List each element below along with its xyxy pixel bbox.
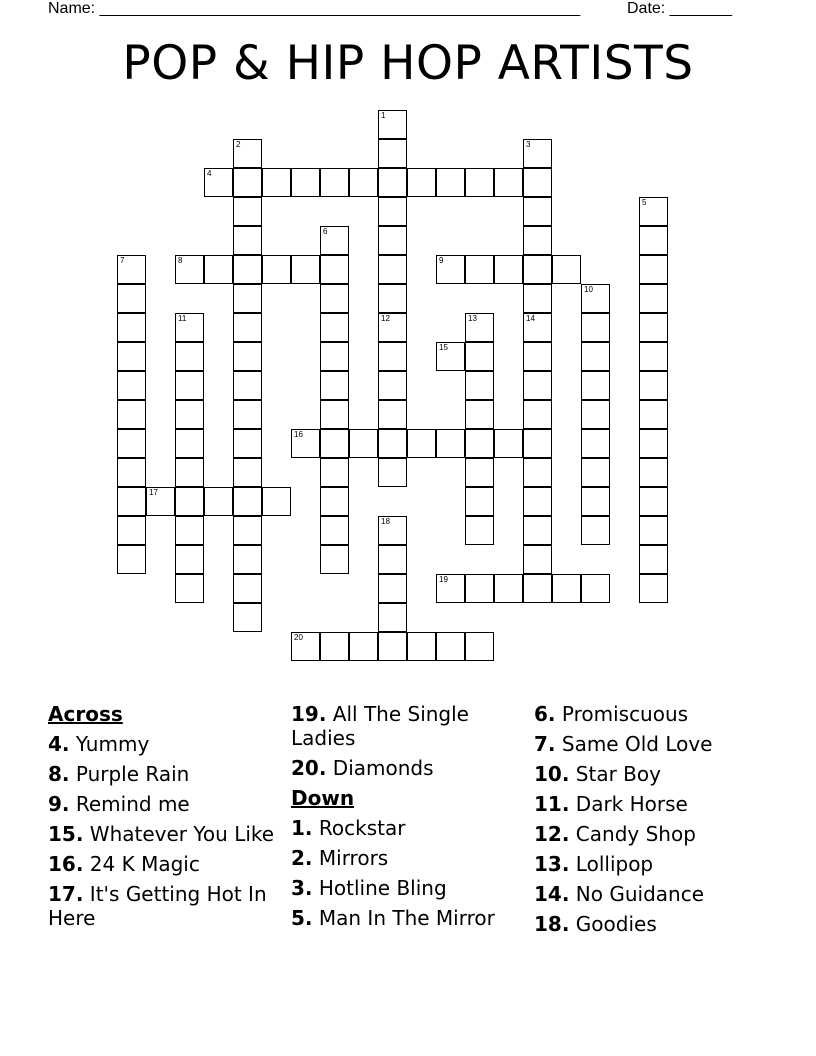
clue-number: 20. [291, 756, 327, 780]
cell-number: 2 [236, 140, 241, 149]
grid-cell[interactable] [378, 139, 407, 168]
grid-cell[interactable] [581, 458, 610, 487]
grid-cell[interactable] [639, 574, 668, 603]
cell-number: 4 [207, 169, 212, 178]
clue-text: Purple Rain [75, 762, 190, 786]
grid-cell[interactable] [523, 226, 552, 255]
grid-cell[interactable] [117, 371, 146, 400]
clue-number: 10. [534, 762, 570, 786]
grid-cell[interactable] [465, 255, 494, 284]
grid-cell[interactable] [523, 574, 552, 603]
grid-cell[interactable] [378, 429, 407, 458]
clue-number: 17. [48, 882, 84, 906]
grid-cell[interactable] [378, 168, 407, 197]
grid-cell[interactable] [378, 197, 407, 226]
clue-down-7 [534, 732, 762, 756]
grid-cell[interactable] [117, 255, 146, 284]
grid-cell[interactable] [320, 400, 349, 429]
grid-cell[interactable] [233, 603, 262, 632]
grid-cell[interactable] [320, 429, 349, 458]
grid-cell[interactable] [233, 545, 262, 574]
grid-cell[interactable] [523, 197, 552, 226]
grid-cell[interactable] [407, 429, 436, 458]
grid-cell[interactable] [494, 574, 523, 603]
grid-cell[interactable] [465, 168, 494, 197]
clue-across-8 [48, 762, 276, 786]
clue-down-18 [534, 912, 762, 936]
grid-cell[interactable] [320, 487, 349, 516]
grid-cell[interactable] [320, 458, 349, 487]
grid-cell[interactable] [581, 516, 610, 545]
clue-text: It's Getting Hot In Here [48, 882, 267, 930]
grid-cell[interactable] [378, 516, 407, 545]
grid-cell[interactable] [465, 632, 494, 661]
clue-down-1 [291, 816, 519, 840]
grid-cell[interactable] [465, 342, 494, 371]
clue-number: 11. [534, 792, 570, 816]
clue-text: Lollipop [575, 852, 654, 876]
grid-cell[interactable] [320, 284, 349, 313]
grid-cell[interactable] [494, 429, 523, 458]
grid-cell[interactable] [320, 226, 349, 255]
clue-across-17 [48, 882, 276, 930]
grid-cell[interactable] [175, 487, 204, 516]
grid-cell[interactable] [494, 255, 523, 284]
grid-cell[interactable] [407, 632, 436, 661]
grid-cell[interactable] [523, 255, 552, 284]
grid-cell[interactable] [639, 371, 668, 400]
clue-number: 4. [48, 732, 70, 756]
grid-cell[interactable] [552, 255, 581, 284]
grid-cell[interactable] [291, 255, 320, 284]
grid-cell[interactable] [465, 371, 494, 400]
grid-cell[interactable] [552, 574, 581, 603]
grid-cell[interactable] [320, 632, 349, 661]
cell-number: 6 [323, 227, 328, 236]
grid-cell[interactable] [233, 516, 262, 545]
grid-cell[interactable] [204, 255, 233, 284]
clue-down-11 [534, 792, 762, 816]
clue-number: 15. [48, 822, 84, 846]
grid-cell[interactable] [436, 429, 465, 458]
grid-cell[interactable] [639, 226, 668, 255]
clue-column-3 [534, 702, 762, 942]
cell-number: 12 [381, 314, 390, 323]
grid-cell[interactable] [175, 516, 204, 545]
grid-cell[interactable] [639, 342, 668, 371]
clue-down-12 [534, 822, 762, 846]
grid-cell[interactable] [146, 487, 175, 516]
clue-text: Rockstar [318, 816, 406, 840]
grid-cell[interactable] [233, 458, 262, 487]
grid-cell[interactable] [117, 284, 146, 313]
cell-number: 11 [178, 314, 187, 323]
grid-cell[interactable] [175, 313, 204, 342]
grid-cell[interactable] [175, 371, 204, 400]
grid-cell[interactable] [262, 255, 291, 284]
grid-cell[interactable] [436, 255, 465, 284]
grid-cell[interactable] [378, 574, 407, 603]
grid-cell[interactable] [378, 226, 407, 255]
clue-text: Diamonds [332, 756, 434, 780]
clue-column-2 [291, 702, 519, 936]
grid-cell[interactable] [465, 313, 494, 342]
clue-text: Hotline Bling [318, 876, 447, 900]
clue-number: 18. [534, 912, 570, 936]
clue-down-3 [291, 876, 519, 900]
clue-number: 3. [291, 876, 313, 900]
grid-cell[interactable] [233, 168, 262, 197]
grid-cell[interactable] [291, 168, 320, 197]
grid-cell[interactable] [523, 371, 552, 400]
grid-cell[interactable] [436, 168, 465, 197]
grid-cell[interactable] [465, 487, 494, 516]
grid-cell[interactable] [320, 516, 349, 545]
grid-cell[interactable] [117, 458, 146, 487]
grid-cell[interactable] [639, 255, 668, 284]
grid-cell[interactable] [378, 371, 407, 400]
grid-cell[interactable] [581, 574, 610, 603]
grid-cell[interactable] [436, 342, 465, 371]
grid-cell[interactable] [291, 632, 320, 661]
grid-cell[interactable] [581, 429, 610, 458]
grid-cell[interactable] [117, 313, 146, 342]
grid-cell[interactable] [262, 168, 291, 197]
grid-cell[interactable] [320, 545, 349, 574]
grid-cell[interactable] [378, 545, 407, 574]
cell-number: 18 [381, 517, 390, 526]
grid-cell[interactable] [465, 400, 494, 429]
cell-number: 15 [439, 343, 448, 352]
clue-number: 14. [534, 882, 570, 906]
grid-cell[interactable] [349, 429, 378, 458]
clue-text: All The Single Ladies [291, 702, 469, 750]
grid-cell[interactable] [233, 574, 262, 603]
clue-down-13 [534, 852, 762, 876]
grid-cell[interactable] [291, 429, 320, 458]
clue-across-9 [48, 792, 276, 816]
grid-cell[interactable] [465, 429, 494, 458]
clue-across-4 [48, 732, 276, 756]
grid-cell[interactable] [378, 632, 407, 661]
date-field[interactable]: Date: _______ [627, 0, 732, 17]
grid-cell[interactable] [465, 458, 494, 487]
cell-number: 13 [468, 314, 477, 323]
clue-number: 7. [534, 732, 556, 756]
clue-number: 2. [291, 846, 313, 870]
clue-number: 9. [48, 792, 70, 816]
grid-cell[interactable] [320, 313, 349, 342]
cell-number: 19 [439, 575, 448, 584]
clue-text: Yummy [75, 732, 150, 756]
cell-number: 17 [149, 488, 158, 497]
grid-cell[interactable] [117, 516, 146, 545]
grid-cell[interactable] [581, 284, 610, 313]
grid-cell[interactable] [175, 255, 204, 284]
grid-cell[interactable] [233, 226, 262, 255]
grid-cell[interactable] [523, 487, 552, 516]
clue-column-1 [48, 702, 276, 936]
grid-cell[interactable] [378, 110, 407, 139]
grid-cell[interactable] [465, 516, 494, 545]
clue-down-14 [534, 882, 762, 906]
clue-text: Promiscuous [561, 702, 689, 726]
grid-cell[interactable] [233, 313, 262, 342]
clue-down-5 [291, 906, 519, 930]
grid-cell[interactable] [378, 313, 407, 342]
grid-cell[interactable] [175, 400, 204, 429]
clue-number: 8. [48, 762, 70, 786]
clue-number: 6. [534, 702, 556, 726]
grid-cell[interactable] [523, 168, 552, 197]
clue-text: Man In The Mirror [318, 906, 495, 930]
clue-text: Whatever You Like [89, 822, 275, 846]
cell-number: 3 [526, 140, 531, 149]
grid-cell[interactable] [233, 255, 262, 284]
grid-cell[interactable] [581, 342, 610, 371]
grid-cell[interactable] [581, 487, 610, 516]
cell-number: 9 [439, 256, 444, 265]
grid-cell[interactable] [581, 313, 610, 342]
grid-cell[interactable] [378, 603, 407, 632]
grid-cell[interactable] [233, 342, 262, 371]
clue-across-19 [291, 702, 519, 750]
grid-cell[interactable] [233, 371, 262, 400]
grid-cell[interactable] [639, 400, 668, 429]
clue-text: Mirrors [318, 846, 389, 870]
clue-number: 19. [291, 702, 327, 726]
grid-cell[interactable] [117, 400, 146, 429]
cell-number: 5 [642, 198, 647, 207]
grid-cell[interactable] [465, 574, 494, 603]
clue-text: Star Boy [575, 762, 661, 786]
grid-cell[interactable] [436, 632, 465, 661]
grid-cell[interactable] [233, 284, 262, 313]
grid-cell[interactable] [581, 400, 610, 429]
grid-cell[interactable] [349, 632, 378, 661]
grid-cell[interactable] [204, 168, 233, 197]
grid-cell[interactable] [320, 342, 349, 371]
grid-cell[interactable] [117, 487, 146, 516]
grid-cell[interactable] [117, 545, 146, 574]
clue-across-16 [48, 852, 276, 876]
grid-cell[interactable] [639, 429, 668, 458]
grid-cell[interactable] [523, 545, 552, 574]
clue-number: 5. [291, 906, 313, 930]
cell-number: 10 [584, 285, 593, 294]
grid-cell[interactable] [523, 313, 552, 342]
grid-cell[interactable] [639, 516, 668, 545]
clue-down-10 [534, 762, 762, 786]
clue-down-6 [534, 702, 762, 726]
grid-cell[interactable] [175, 342, 204, 371]
cell-number: 8 [178, 256, 183, 265]
grid-cell[interactable] [175, 429, 204, 458]
grid-cell[interactable] [639, 313, 668, 342]
clue-text: Dark Horse [575, 792, 688, 816]
clue-across-15 [48, 822, 276, 846]
grid-cell[interactable] [639, 487, 668, 516]
grid-cell[interactable] [175, 545, 204, 574]
grid-cell[interactable] [378, 284, 407, 313]
clue-text: No Guidance [575, 882, 705, 906]
grid-cell[interactable] [378, 255, 407, 284]
grid-cell[interactable] [523, 429, 552, 458]
grid-cell[interactable] [523, 139, 552, 168]
grid-cell[interactable] [523, 516, 552, 545]
cell-number: 1 [381, 111, 386, 120]
grid-cell[interactable] [117, 429, 146, 458]
grid-cell[interactable] [233, 400, 262, 429]
grid-cell[interactable] [233, 197, 262, 226]
clue-number: 1. [291, 816, 313, 840]
name-field[interactable]: Name: ______________________________________________________ [48, 0, 581, 17]
grid-cell[interactable] [523, 284, 552, 313]
grid-cell[interactable] [175, 458, 204, 487]
grid-cell[interactable] [320, 255, 349, 284]
across-heading: Across [48, 702, 123, 726]
grid-cell[interactable] [523, 342, 552, 371]
grid-cell[interactable] [320, 371, 349, 400]
down-heading: Down [291, 786, 355, 810]
grid-cell[interactable] [320, 168, 349, 197]
grid-cell[interactable] [349, 168, 378, 197]
grid-cell[interactable] [233, 429, 262, 458]
grid-cell[interactable] [233, 487, 262, 516]
grid-cell[interactable] [378, 400, 407, 429]
cell-number: 14 [526, 314, 535, 323]
cell-number: 7 [120, 256, 125, 265]
clue-text: Candy Shop [575, 822, 696, 846]
grid-cell[interactable] [436, 574, 465, 603]
grid-cell[interactable] [494, 168, 523, 197]
grid-cell[interactable] [262, 487, 291, 516]
grid-cell[interactable] [378, 458, 407, 487]
grid-cell[interactable] [639, 197, 668, 226]
grid-cell[interactable] [378, 342, 407, 371]
clue-text: Same Old Love [561, 732, 713, 756]
grid-cell[interactable] [204, 487, 233, 516]
cell-number: 16 [294, 430, 303, 439]
grid-cell[interactable] [175, 574, 204, 603]
grid-cell[interactable] [639, 284, 668, 313]
clue-text: Goodies [575, 912, 657, 936]
grid-cell[interactable] [407, 168, 436, 197]
clue-down-2 [291, 846, 519, 870]
grid-cell[interactable] [117, 342, 146, 371]
cell-number: 20 [294, 633, 303, 642]
grid-cell[interactable] [581, 371, 610, 400]
grid-cell[interactable] [233, 139, 262, 168]
clue-number: 13. [534, 852, 570, 876]
clue-number: 16. [48, 852, 84, 876]
page-title: POP & HIP HOP ARTISTS [122, 36, 694, 91]
grid-cell[interactable] [523, 458, 552, 487]
grid-cell[interactable] [523, 400, 552, 429]
clue-number: 12. [534, 822, 570, 846]
clue-across-20 [291, 756, 519, 780]
grid-cell[interactable] [639, 545, 668, 574]
clue-text: Remind me [75, 792, 190, 816]
grid-cell[interactable] [639, 458, 668, 487]
clue-text: 24 K Magic [89, 852, 200, 876]
